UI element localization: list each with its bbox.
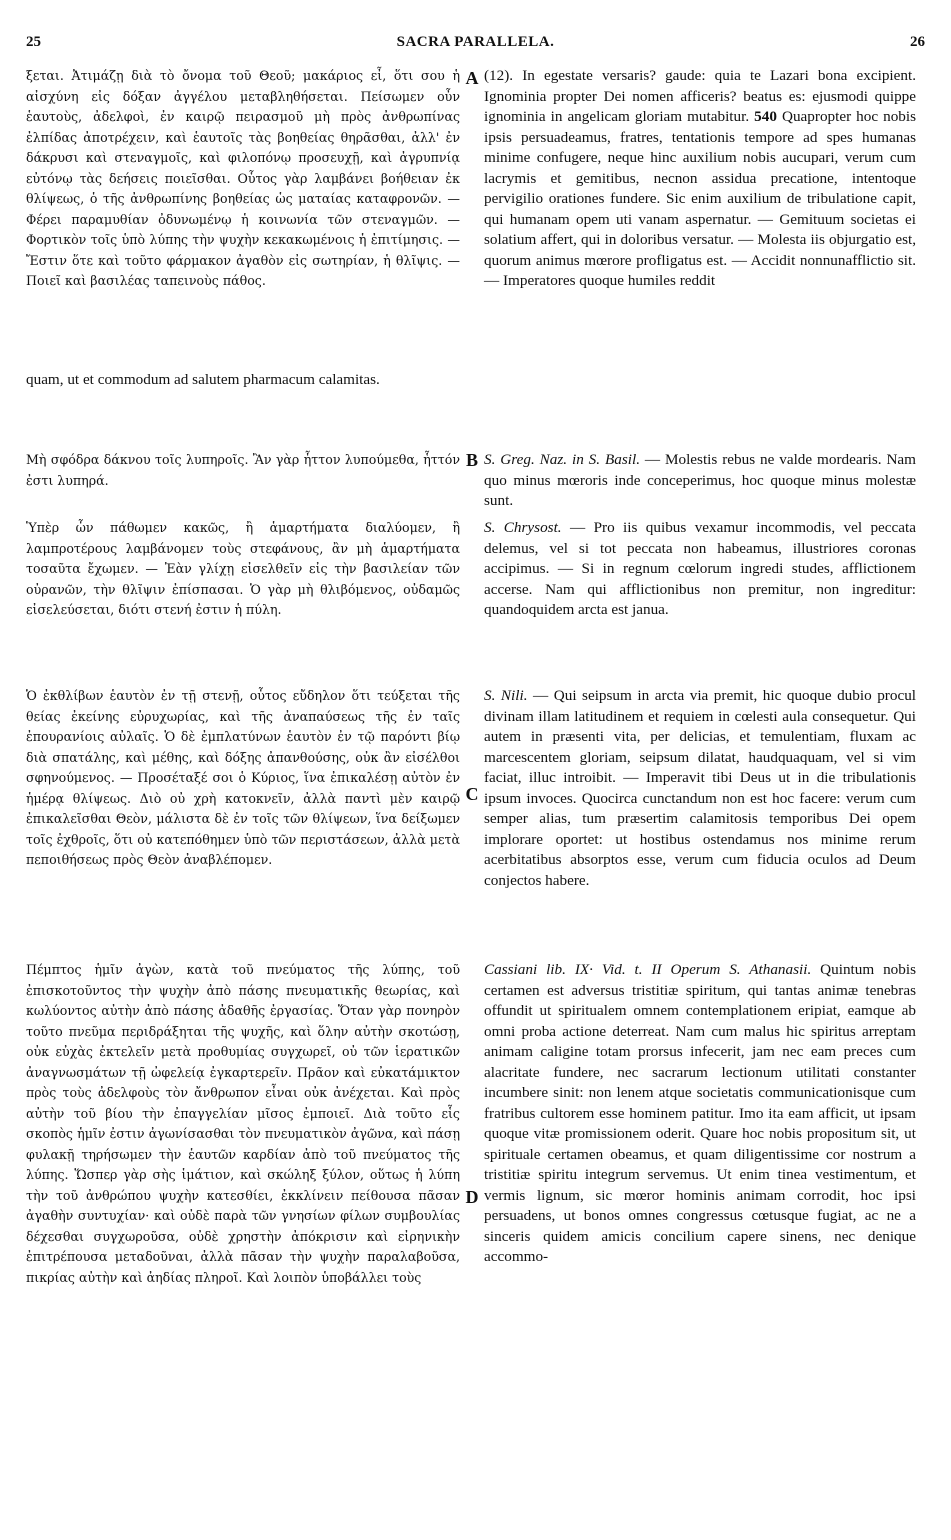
page-number-right: 26: [910, 34, 925, 50]
running-title: SACRA PARALLELA.: [396, 34, 555, 50]
latin-text-1b: Quapropter hoc nobis ipsis persuadeamus, fratres, tentationis tempore ad spes humanas minime confugere, neque hinc auxilium nobis aucupari, verum cum lacrymis et gemitibus, necnon assidua precatione, intentoque pervigilio orationes fundere. Sic enim auxilium de tribulatione capit, qui humanam opem uti vanam aspernatur. — Gemituum societas ei solatium affert, qui in doloribus versatur. — Molesta iis objurgatio est, quorum animus mœrore profligatus est. — Accidit nonnunafflictio sit. — Imperatores quoque humiles reddit: [484, 108, 917, 289]
latin-paragraph-2: [484, 450, 916, 512]
greek-text-5: Πέμπτος ἡμῖν ἀγὼν, κατὰ τοῦ πνεύματος τῆς λύπης, τοῦ ἐπισκοτοῦντος τὴν ψυχὴν ἀπὸ πάσης πνευματικῆς θεωρίας, καὶ κωλύοντος αὐτὴν ἀπὸ πάσης ἀδαθῆς ἐργασίας. Ὅταν γὰρ πονηρὸν τοῦτο πνεῦμα περιδράξηται τῆς ψυχῆς, καὶ ὅλην αὐτὴν σκοτώσῃ, οὐκ εὐχὰς ἐκτελεῖν μετὰ προθυμίας συγχωρεῖ, οὐ τῶν ἱερατικῶν ἀναγνωσμάτων τῇ ὠφελείᾳ ἐγκαρτερεῖν. Πρᾶον καὶ εὐκατάμικτον πρὸς τοὺς ἀδελφοὺς τὸν ἄνθρωπον εἶναι οὐκ ἀνέχεται. Καὶ πρὸς αὐτὴν τοῦ βίου τὴν ἐπαγγελίαν μῖσος ἐμποιεῖ. Διὰ τοῦτο εἷς σκοπὸς ἡμῖν ἐστιν ἀγωνίσασθαι τὸν πνευματικὸν ἀγῶνα, καὶ πάσῃ φυλακῇ τηρήσωμεν τὴν ἑαυτῶν καρδίαν ἀπὸ τοῦ πνεύματος τῆς λύπης. Ὥσπερ γὰρ σὴς ἱμάτιον, καὶ σκώληξ ξύλον, οὕτως ἡ λύπη τὴν τοῦ ἀνθρώπου ψυχὴν κατεσθίει, ἐκκλίνειν πείθουσα πᾶσαν ἀγαθὴν συντυχίαν· καὶ οὐδὲ παρὰ τῶν γνησίων φίλων συμβουλίας δέχεσθαι συγχωροῦσα, οὐδὲ χρηστὴν ἀπόκρισιν καὶ εἰρηνικὴν ἐπιτρέπουσα μεταδοῦναι, ἀλλὰ πᾶσαν τὴν ψυχὴν παραλαβοῦσα, πικρίας αὐτὴν καὶ ἀηδίας πληροῖ. Καὶ λοιπὸν ὑποβάλλει τοὺς: [26, 962, 460, 1285]
source-chrysost: S. Chrysost.: [484, 519, 562, 536]
page-number-left: 25: [26, 34, 41, 50]
source-greg-naz: S. Greg. Naz. in S. Basil.: [484, 451, 640, 468]
latin-continuation: [26, 370, 460, 391]
latin-paragraph-1: [484, 66, 916, 292]
column-number: 540: [754, 108, 777, 125]
greek-paragraph-4: [26, 686, 460, 871]
latin-text-2: — Molestis rebus ne valde mordearis. Nam quo minus mœroris inde conceperimus, hoc quoque minus molestæ sunt.: [484, 451, 916, 509]
latin-paragraph-5: [484, 960, 916, 1268]
latin-paragraph-4: [484, 686, 916, 891]
latin-paragraph-3-body: [484, 518, 916, 621]
margin-marker-d: D: [465, 1187, 479, 1207]
latin-text-1: (12). In egestate versaris? gaude: quia te Lazari bona excipient. Ignominia propter Dei nomen afficeris? beatus es: ejusmodi quippe ignominia in angelicam gloriam mutabitur.: [484, 67, 916, 125]
greek-paragraph-5: [26, 960, 460, 1288]
page-header: [26, 34, 925, 56]
greek-text-4: Ὁ ἐκθλίβων ἑαυτὸν ἐν τῇ στενῇ, οὗτος εὔδηλον ὅτι τεύξεται τῆς θείας ἐκείνης εὐρυχωρίας, καὶ τῆς ἀναπαύσεως τῆς ἐν ταῖς ἐπουρανίοις αὐλαῖς. Ὁ δὲ ἐμπλατύνων ἑαυτὸν ἐν τῷ παρόντι βίῳ διὰ σπατάλης, καὶ μέθης, καὶ δόξης ἀπανθούσης, οὐκ ἂν εἰσέλθοι σφηνούμενος. — Προσέταξέ σοι ὁ Κύριος, ἵνα ἐπικαλέσῃ αὐτὸν ἐν ἡμέρᾳ θλίψεως. Διὸ οὐ χρὴ κατοκνεῖν, ἀλλὰ παντὶ μὲν καιρῷ ἐπικαλεῖσθαι Θεὸν, μάλιστα δὲ ἐν τοῖς τῶν θλίψεων, ἵνα δείξωμεν τοῖς ἐχθροῖς, ὅτι οὐ κατεπόθημεν ὑπὸ τῶν περιστάσεων, ἀλλὰ μετὰ πεποιθήσεως πρὸς Θεὸν ἀναβλέπομεν.: [26, 688, 460, 867]
latin-paragraph-2-body: [484, 450, 916, 512]
latin-paragraph-5-body: [484, 960, 916, 1268]
greek-paragraph-3: [26, 518, 460, 621]
margin-marker-a: A: [465, 68, 479, 88]
latin-paragraph-3: [484, 518, 916, 621]
greek-text-2: Μὴ σφόδρα δάκνου τοῖς λυπηροῖς. Ἂν γὰρ ἧττον λυπούμεθα, ἧττόν ἐστι λυπηρά.: [26, 452, 460, 488]
greek-text-1: ξεται. Ἀτιμάζῃ διὰ τὸ ὄνομα τοῦ Θεοῦ; μακάριος εἶ, ὅτι σου ἡ αἰσχύνη εἰς δόξαν ἀγγέλου μεταβληθήσεται. Πείσωμεν οὖν ἑαυτοὺς, ἀδελφοὶ, ἐν καιρῷ πειρασμοῦ μὴ πρὸς ἀνθρωπίνας ἐλπίδας ἀποτρέχειν, καὶ ἑαυτοῖς τὰς βοηθείας θηρᾶσθαι, ἀλλ' ἐν δάκρυσι καὶ στεναγμοῖς, καὶ φιλοπόνῳ προσευχῇ, καὶ ἀγρυπνίᾳ εὐτόνῳ τὰς δεήσεις ποιεῖσθαι. Οὗτος γὰρ λαμβάνει βοήθειαν ἐκ θλίψεως, ὁ τῆς ἀνθρωπίνης βοηθείας ὡς ματαίας καταφρονῶν. — Φέρει παραμυθίαν ὀδυνωμένῳ ἡ κοινωνία τῶν στεναγμῶν. — Φορτικὸν τοῖς ὑπὸ λύπης τὴν ψυχὴν κεκακωμένοις ἡ ἐπιτίμησις. — Ἔστιν ὅτε καὶ τοῦτο φάρμακον ἀγαθὸν εἰς σωτηρίαν, ἡ θλῖψις. — Ποιεῖ καὶ βασιλέας ταπεινοὺς πάθος.: [26, 68, 460, 288]
latin-text-3: — Pro iis quibus vexamur incommodis, vel peccata delemus, vel si tot peccata non habeamus, illustriores coronas accipimus. — Si in regnum cœlorum ingredi studes, afflictionem accerse. Nam qui afflictionibus non premitur, non ingreditur: quandoquidem arcta est janua.: [484, 519, 916, 618]
margin-marker-c: C: [465, 784, 479, 804]
greek-text-3: Ὑπὲρ ὧν πάθωμεν κακῶς, ἢ ἁμαρτήματα διαλύομεν, ἢ λαμπροτέρους λαμβάνομεν τοὺς στεφάνους, ἂν μὴ ἁμαρτήματα τοσαῦτα ἔχωμεν. — Ἐὰν γλίχῃ εἰσελθεῖν εἰς τὴν βασιλείαν τῶν οὐρανῶν, τὴν θλῖψιν ἐπίσπασαι. Ὁ γὰρ μὴ θλιβόμενος, οὐδαμῶς εἰσελεύσεται, διότι στενή ἐστιν ἡ πύλη.: [26, 520, 460, 617]
latin-paragraph-4-body: [484, 686, 916, 891]
greek-paragraph-1: [26, 66, 460, 292]
source-cassiani: Cassiani lib. IX· Vid. t. II Operum S. Athanasii.: [484, 961, 812, 978]
greek-paragraph-2: [26, 450, 460, 491]
latin-text-4: — Qui seipsum in arcta via premit, hic quoque dubio procul divinam illam latitudinem et requiem in cœlesti aula consequetur. Qui autem in præsenti vita, per delicias, et temulentiam, fluxam ac marcescentem gloriam, seipsum dilatat, haudquaquam, vel si vim faciat, illuc introibit. — Imperavit tibi Deus ut in die tribulationis ipsum invoces. Quocirca cunctandum non est hoc facere: verum cum semper alias, tum præsertim calamitosis temporibus Dei opem implorare oportet: ut hostibus ostendamus nos minime rerum acerbitatibus absorptos esse, verum cum fiducia oculos ad Deum conjectos habere.: [484, 687, 917, 889]
latin-continuation-text: quam, ut et commodum ad salutem pharmacum calamitas.: [26, 371, 380, 388]
latin-paragraph-1-body: [484, 66, 916, 292]
margin-marker-b: B: [465, 450, 478, 470]
latin-text-5: Quintum nobis certamen est adversus tristitiæ spiritum, qui tantas animæ tenebras offundit ut spiritualem omnem contemplationem eripiat, eamque ab omni proba actione deterreat. Nam cum malus hic spiritus arreptam animam caligine totam prorsus infecerit, jam nec eam preces cum alacritate fundere, nec sacrarum lectionum utilitati constanter incumbere sinit: non lenem atque societatis communicationisque cum fratribus cultorem esse hominem patitur. Imo ita eam afficit, ut ipsam quoque vitæ promissionem oderit. Quare hoc nobis propositum sit, ut spirituale certamen obeamus, et quam diligentissime cor nostrum a tristitiæ spiritu integrum servemus. Ut enim tinea vestimentum, et vermis lignum, sic mœror hominis animam corrodit, hoc ipsi persuadens, ut bonos omnes congressus cœtusque fugiat, ac ne a sinceris quidem amicis concilium capere sinens, nec denique accommo-: [484, 961, 916, 1265]
source-nili: S. Nili.: [484, 687, 528, 704]
